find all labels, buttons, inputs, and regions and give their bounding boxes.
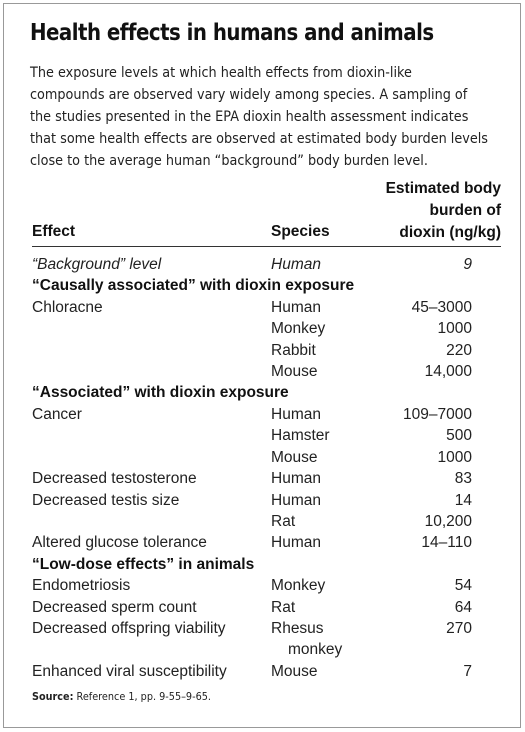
table-row <box>32 318 472 339</box>
cell-species: Human <box>271 470 321 487</box>
cell-value: 14 <box>454 492 472 509</box>
table-row <box>32 575 472 596</box>
table-row <box>32 490 472 511</box>
cell-value: 14–110 <box>421 534 472 551</box>
table-row <box>32 532 472 553</box>
table-row <box>32 340 472 361</box>
cell-effect: Chloracne <box>32 299 103 316</box>
cell-effect: Cancer <box>32 406 82 423</box>
table-row <box>32 404 472 425</box>
cell-species: Human <box>271 256 321 273</box>
cell-value: 14,000 <box>424 363 472 380</box>
table-row <box>32 661 472 682</box>
cell-species: Monkey <box>271 577 326 594</box>
header-body-burden <box>321 178 501 244</box>
cell-value: 1000 <box>437 449 472 466</box>
section-heading-low-dose: “Low-dose effects” in animals <box>32 556 255 573</box>
cell-species: Rabbit <box>271 342 316 359</box>
cell-species: Human <box>271 534 321 551</box>
table-row-continuation <box>32 639 472 660</box>
cell-species: Mouse <box>271 363 318 380</box>
cell-value: 1000 <box>437 320 472 337</box>
intro-paragraph: The exposure levels at which health effects from dioxin-like compounds are observed vary widely among species. A sampling of the studies presented in the EPA dioxin health assessment indicates that some health effects are observed at estimated body burden levels close to the average human “background” body burden level. <box>30 65 489 169</box>
cell-effect: Enhanced viral susceptibility <box>32 663 227 680</box>
cell-value: 7 <box>463 663 472 680</box>
cell-effect: Decreased testosterone <box>32 470 197 487</box>
table-row <box>32 597 472 618</box>
cell-effect: Endometriosis <box>32 577 131 594</box>
section-heading-causally-associated: “Causally associated” with dioxin exposure <box>32 277 355 294</box>
header-rule <box>32 246 501 247</box>
cell-species: Hamster <box>271 427 330 444</box>
table-row <box>32 511 472 532</box>
source-text: Reference 1, pp. 9-55–9-65. <box>76 690 211 703</box>
cell-species: Rat <box>271 599 296 616</box>
source-note <box>32 690 211 703</box>
table-row <box>32 361 472 382</box>
box-title: Health effects in humans and animals <box>30 20 434 46</box>
section-heading-associated: “Associated” with dioxin exposure <box>32 384 289 401</box>
cell-species: Rhesus <box>271 620 324 637</box>
cell-value: 54 <box>454 577 472 594</box>
cell-effect: Decreased sperm count <box>32 599 197 616</box>
table-row <box>32 468 472 489</box>
cell-value: 10,200 <box>424 513 472 530</box>
cell-value: 270 <box>446 620 472 637</box>
header-burden-line-1: Estimated body <box>385 180 501 197</box>
cell-species: Mouse <box>271 663 318 680</box>
table-row <box>32 297 472 318</box>
table-row <box>32 425 472 446</box>
cell-species: monkey <box>288 641 343 658</box>
cell-value: 220 <box>446 342 472 359</box>
cell-value: 45–3000 <box>411 299 472 316</box>
cell-value: 64 <box>454 599 472 616</box>
header-species: Species <box>271 223 330 240</box>
cell-value: 109–7000 <box>403 406 472 423</box>
cell-species: Monkey <box>271 320 326 337</box>
header-effect: Effect <box>32 223 76 240</box>
cell-species: Mouse <box>271 449 318 466</box>
cell-species: Rat <box>271 513 296 530</box>
cell-species: Human <box>271 299 321 316</box>
source-label: Source: <box>32 690 74 703</box>
table-row <box>32 447 472 468</box>
table-row <box>32 618 472 639</box>
cell-value: 9 <box>463 256 472 273</box>
header-burden-line-3: dioxin (ng/kg) <box>399 224 501 241</box>
cell-effect: Decreased offspring viability <box>32 620 226 637</box>
cell-effect: Altered glucose tolerance <box>32 534 207 551</box>
cell-species: Human <box>271 406 321 423</box>
cell-species: Human <box>271 492 321 509</box>
cell-effect: “Background” level <box>32 256 162 273</box>
table-row-background <box>32 254 472 275</box>
cell-value: 500 <box>446 427 472 444</box>
cell-effect: Decreased testis size <box>32 492 180 509</box>
header-burden-line-2: burden of <box>429 202 501 219</box>
cell-value: 83 <box>454 470 472 487</box>
